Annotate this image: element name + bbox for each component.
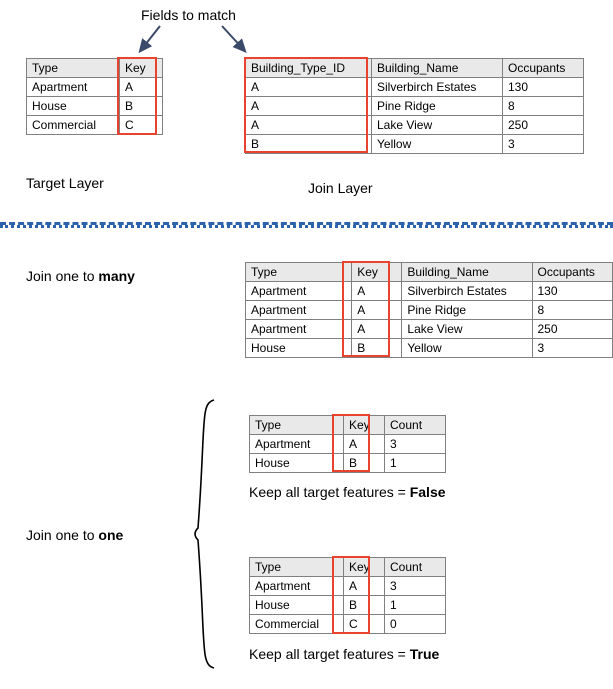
table-cell: Apartment: [246, 282, 352, 301]
join-one-to-many-prefix: Join one to: [26, 268, 99, 284]
table-cell: 1: [385, 596, 446, 615]
keep-true-caption: [249, 646, 439, 662]
table-cell: 8: [503, 97, 584, 116]
table-cell: Apartment: [246, 301, 352, 320]
join-one-to-one-prefix: Join one to: [26, 527, 99, 543]
join-one-to-many-emph: many: [98, 268, 135, 284]
table-header-row: [246, 59, 584, 78]
table-cell: C: [120, 116, 163, 135]
table-cell: Yellow: [402, 339, 532, 358]
table-cell: Silverbirch Estates: [372, 78, 503, 97]
table-cell: Lake View: [402, 320, 532, 339]
table-row: [246, 97, 584, 116]
table-cell: B: [352, 339, 402, 358]
table-cell: A: [246, 116, 372, 135]
table-row: [246, 301, 613, 320]
column-header: Type: [27, 59, 120, 78]
table-cell: Pine Ridge: [372, 97, 503, 116]
table-cell: A: [352, 320, 402, 339]
table-cell: A: [246, 78, 372, 97]
table-cell: House: [27, 97, 120, 116]
table-cell: C: [344, 615, 385, 634]
table-cell: 1: [385, 454, 446, 473]
table-cell: A: [352, 301, 402, 320]
table-cell: Commercial: [250, 615, 344, 634]
table-cell: House: [250, 596, 344, 615]
table-cell: A: [344, 577, 385, 596]
column-header: Key: [344, 558, 385, 577]
table-row: [27, 78, 163, 97]
table-cell: B: [344, 596, 385, 615]
column-header: Type: [250, 558, 344, 577]
table-cell: 3: [532, 339, 613, 358]
fields-to-match-label: Fields to match: [141, 7, 236, 23]
table-row: [246, 116, 584, 135]
keep-false-caption: [249, 484, 446, 500]
column-header: Key: [344, 416, 385, 435]
table-header-row: [246, 263, 613, 282]
table-header-row: [27, 59, 163, 78]
table-cell: A: [352, 282, 402, 301]
table-cell: Apartment: [250, 577, 344, 596]
column-header: Type: [246, 263, 352, 282]
table-row: [246, 78, 584, 97]
table-cell: Silverbirch Estates: [402, 282, 532, 301]
keep-false-prefix: Keep all target features =: [249, 484, 410, 500]
column-header: Count: [385, 416, 446, 435]
table-cell: A: [344, 435, 385, 454]
table-cell: House: [246, 339, 352, 358]
table-cell: 130: [503, 78, 584, 97]
join-layer-label: Join Layer: [308, 180, 373, 196]
column-header: Building_Type_ID: [246, 59, 372, 78]
table-row: [250, 596, 446, 615]
target-layer-label: Target Layer: [26, 175, 104, 191]
column-header: Occupants: [532, 263, 613, 282]
table-row: [250, 435, 446, 454]
table-cell: 250: [503, 116, 584, 135]
column-header: Count: [385, 558, 446, 577]
table-cell: 3: [385, 577, 446, 596]
table-row: [250, 454, 446, 473]
table-row: [27, 97, 163, 116]
column-header: Building_Name: [402, 263, 532, 282]
table-row: [250, 615, 446, 634]
table-row: [246, 282, 613, 301]
table-cell: House: [250, 454, 344, 473]
one-to-one-false-table: [249, 415, 446, 473]
section-divider: [0, 222, 613, 228]
keep-true-emph: True: [409, 646, 440, 662]
keep-true-prefix: Keep all target features =: [249, 646, 410, 662]
join-one-to-one-emph: one: [98, 527, 124, 543]
join-one-to-one-label: [26, 527, 123, 543]
one-to-many-table-wrap: [245, 262, 613, 358]
table-row: [250, 577, 446, 596]
column-header: Key: [352, 263, 402, 282]
table-row: [246, 320, 613, 339]
table-cell: Pine Ridge: [402, 301, 532, 320]
table-cell: B: [246, 135, 372, 154]
keep-false-emph: False: [409, 484, 446, 500]
one-to-many-table: [245, 262, 613, 358]
table-cell: Lake View: [372, 116, 503, 135]
one-to-one-true-table-wrap: [249, 557, 446, 634]
table-cell: 250: [532, 320, 613, 339]
table-cell: A: [120, 78, 163, 97]
target-layer-table: [26, 58, 163, 135]
table-header-row: [250, 416, 446, 435]
table-cell: 0: [385, 615, 446, 634]
column-header: Occupants: [503, 59, 584, 78]
table-cell: B: [344, 454, 385, 473]
table-cell: 3: [503, 135, 584, 154]
table-cell: Commercial: [27, 116, 120, 135]
table-row: [246, 339, 613, 358]
one-to-one-true-table: [249, 557, 446, 634]
table-header-row: [250, 558, 446, 577]
column-header: Key: [120, 59, 163, 78]
table-cell: 3: [385, 435, 446, 454]
table-cell: 130: [532, 282, 613, 301]
table-cell: 8: [532, 301, 613, 320]
target-layer-table-wrap: [26, 58, 163, 135]
one-to-one-false-table-wrap: [249, 415, 446, 473]
table-cell: B: [120, 97, 163, 116]
table-row: [27, 116, 163, 135]
table-cell: Yellow: [372, 135, 503, 154]
column-header: Type: [250, 416, 344, 435]
column-header: Building_Name: [372, 59, 503, 78]
table-cell: Apartment: [27, 78, 120, 97]
table-cell: Apartment: [250, 435, 344, 454]
table-row: [246, 135, 584, 154]
curly-brace-icon: [190, 398, 230, 670]
table-cell: A: [246, 97, 372, 116]
table-cell: Apartment: [246, 320, 352, 339]
join-one-to-many-label: [26, 268, 135, 284]
join-layer-table-wrap: [245, 58, 584, 154]
join-layer-table: [245, 58, 584, 154]
